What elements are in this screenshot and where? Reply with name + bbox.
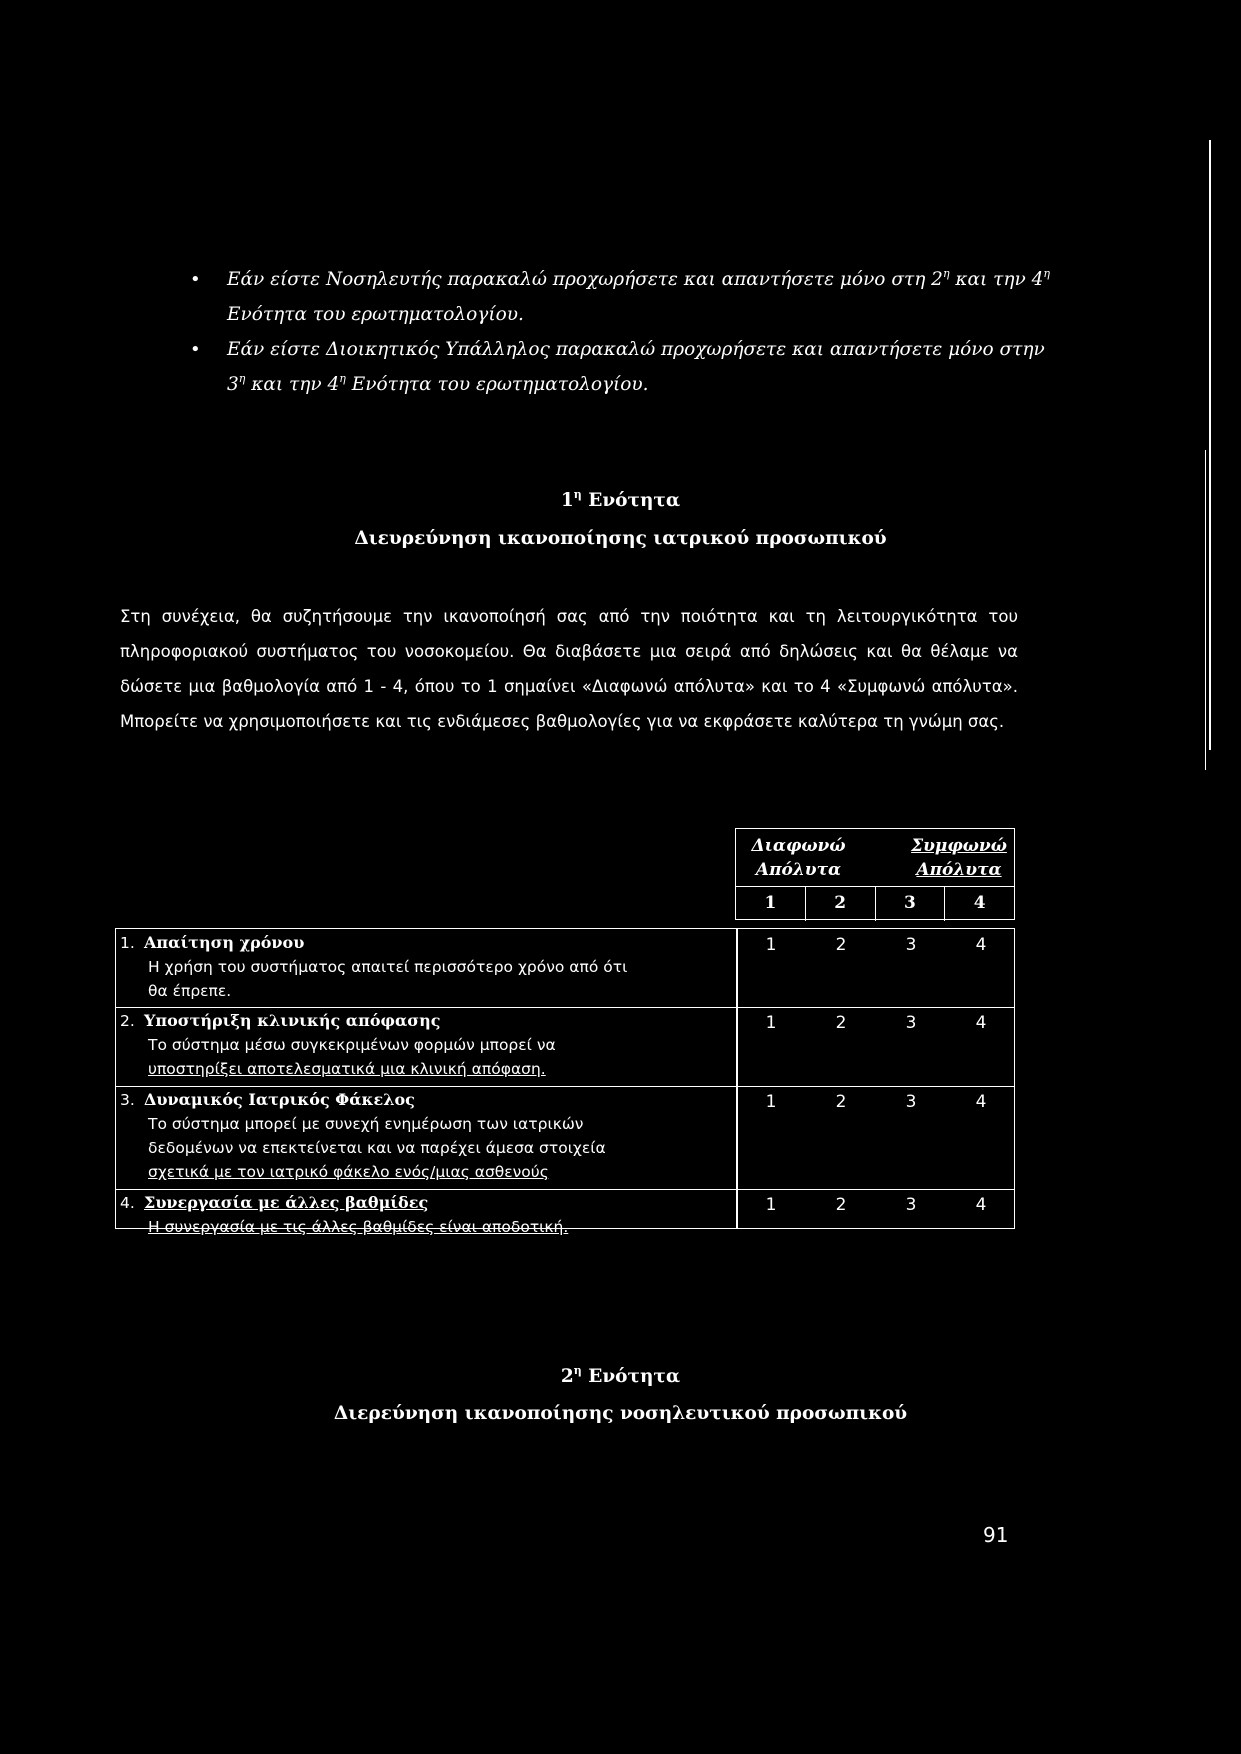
scan-edge-line <box>1209 140 1211 750</box>
question-row <box>116 1086 1014 1190</box>
question-row <box>116 1007 1014 1087</box>
questions-table <box>115 928 1015 1236</box>
rating-option[interactable]: 4 <box>975 935 987 955</box>
rating-option[interactable]: 4 <box>975 1013 987 1033</box>
rating-options[interactable] <box>736 1011 1016 1035</box>
scale-values <box>736 886 1014 921</box>
question-title: 2. Υποστήριξη κλινικής απόφασης <box>120 1011 441 1030</box>
scale-value: 3 <box>876 887 946 921</box>
section-2-heading: $2^\eta$ Ενότητα <box>560 1364 681 1387</box>
scale-value: 4 <box>973 893 986 913</box>
rating-option[interactable]: 1 <box>765 1195 777 1215</box>
rating-option[interactable]: 4 <box>975 1092 987 1112</box>
rating-option[interactable]: 1 <box>765 1092 777 1112</box>
instructions-list <box>190 262 1050 402</box>
scale-label-disagree: Διαφωνώ Απόλυτα <box>751 836 846 880</box>
rating-option[interactable]: 3 <box>905 1013 917 1033</box>
rating-option[interactable]: 2 <box>835 1092 847 1112</box>
instruction-item-admin: • Εάν είστε Διοικητικός Υπάλληλος παρακαλώ προχωρήσετε και απαντήσετε μόνο στην $3^\eta$ και την $4^\eta$ Ενότητα του ερωτηματολογίου. <box>190 332 1050 402</box>
rating-option[interactable]: 1 <box>765 1013 777 1033</box>
question-title: 1. Απαίτηση χρόνου <box>120 933 305 952</box>
question-title: 4. Συνεργασία με άλλες βαθμίδες <box>120 1193 429 1212</box>
question-row <box>116 1189 1014 1236</box>
section-1-title: Διευρεύνηση ικανοποίησης ιατρικού προσωπικού <box>354 528 887 549</box>
question-text: 1. Απαίτηση χρόνου Η χρήση του συστήματος απαιτεί περισσότερο χρόνο από ότι θα έπρεπε. <box>120 931 715 1003</box>
rating-option[interactable]: 3 <box>905 1092 917 1112</box>
rating-options[interactable] <box>736 1090 1016 1114</box>
rating-option[interactable]: 2 <box>835 935 847 955</box>
rating-options[interactable] <box>736 933 1016 957</box>
question-text: 2. Υποστήριξη κλινικής απόφασης Το σύστημα μέσω συγκεκριμένων φορμών μπορεί να υποστηρίξει αποτελεσματικά μια κλινική απόφαση. <box>120 1009 715 1081</box>
rating-option[interactable]: 2 <box>835 1195 847 1215</box>
question-text: 3. Δυναμικός Ιατρικός Φάκελος Το σύστημα μπορεί με συνεχή ενημέρωση των ιατρικών δεδομένων να επεκτείνεται και να παρέχει άμεσα στοιχεία σχετικά με τον ιατρικό φάκελο ενός/μιας ασθενούς <box>120 1088 715 1184</box>
rating-options[interactable] <box>736 1193 1016 1217</box>
question-row <box>116 929 1014 1008</box>
rating-option[interactable]: 3 <box>905 1195 917 1215</box>
rating-option[interactable]: 4 <box>975 1195 987 1215</box>
question-title: 3. Δυναμικός Ιατρικός Φάκελος <box>120 1090 415 1109</box>
scale-label-agree: Συμφωνώ Απόλυτα <box>911 836 1007 880</box>
rating-scale-header <box>735 828 1015 920</box>
scale-value: 2 <box>806 887 876 921</box>
scale-value: 1 <box>736 887 806 921</box>
instruction-item-nurse: • Εάν είστε Νοσηλευτής παρακαλώ προχωρήσετε και απαντήσετε μόνο στη $2^\eta$ και την $4^\eta$ Ενότητα του ερωτηματολογίου. <box>190 262 1050 332</box>
section-1-heading: $1^\eta$ Ενότητα <box>560 488 681 511</box>
intro-paragraph: Στη συνέχεια, θα συζητήσουμε την ικανοποίησή σας από την ποιότητα και τη λειτουργικότητα του πληροφοριακού συστήματος του νοσοκομείου. Θα διαβάσετε μια σειρά από δηλώσεις και θα θέλαμε να δώσετε μια βαθμολογία από 1 - 4, όπου το 1 σημαίνει «Διαφωνώ απόλυτα» και το 4 «Συμφωνώ απόλυτα». Μπορείτε να χρησιμοποιήσετε και τις ενδιάμεσες βαθμολογίες για να εκφράσετε καλύτερα τη γνώμη σας. <box>120 607 1018 731</box>
section-2-title: Διερεύνηση ικανοποίησης νοσηλευτικού προσωπικού <box>333 1403 908 1424</box>
page-number: 91 <box>983 1523 1009 1547</box>
rating-option[interactable]: 1 <box>765 935 777 955</box>
rating-option[interactable]: 3 <box>905 935 917 955</box>
rating-option[interactable]: 2 <box>835 1013 847 1033</box>
question-text: 4. Συνεργασία με άλλες βαθμίδες Η συνεργασία με τις άλλες βαθμίδες είναι αποδοτική. <box>120 1191 715 1239</box>
